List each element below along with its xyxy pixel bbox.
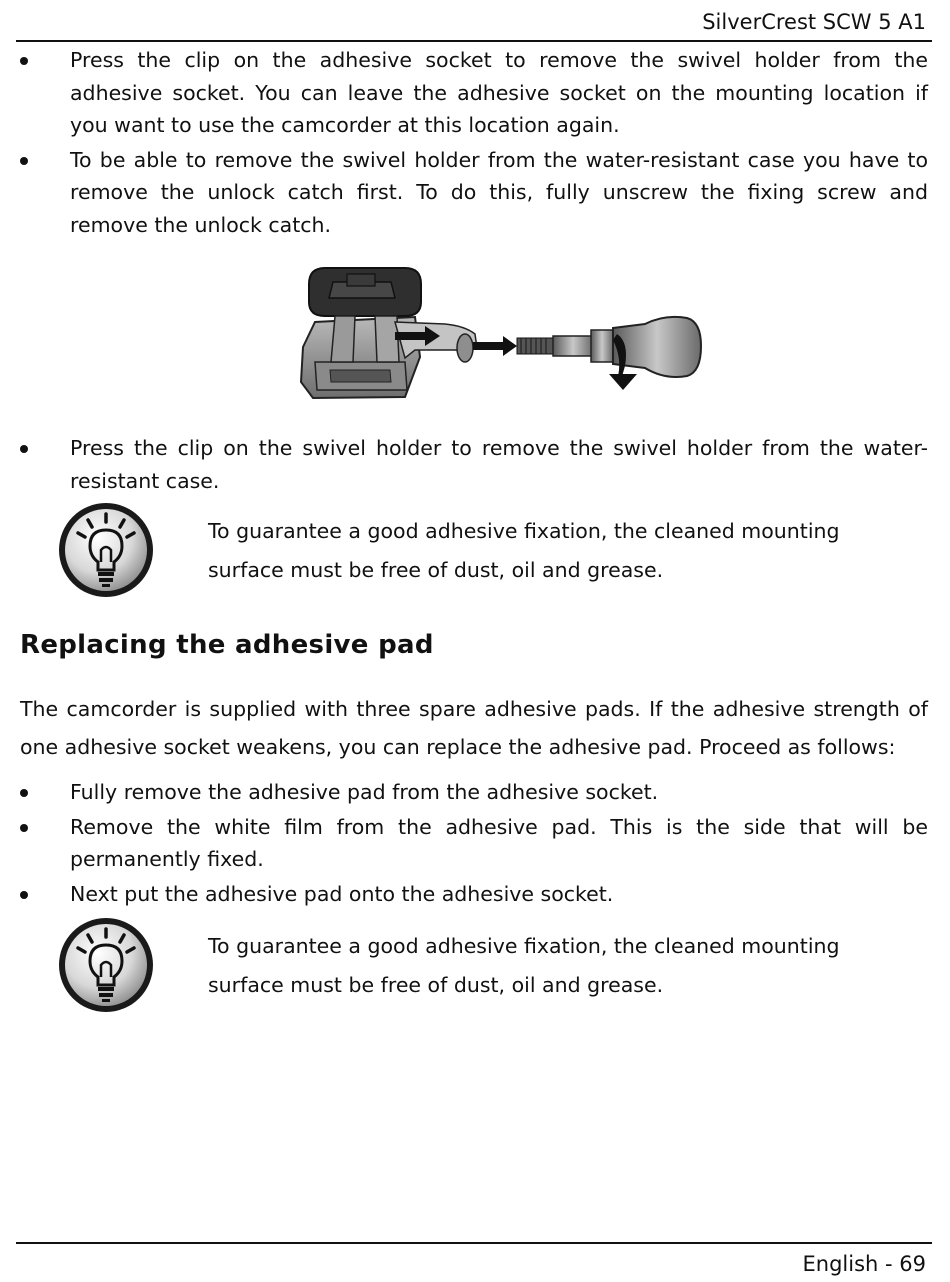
lightbulb-icon <box>56 500 156 600</box>
list-item-text: To be able to remove the swivel holder from the water-resistant case you have to remove the unlock catch first. To do this, fully unscrew the fixing screw and remove the unlock catch. <box>70 147 928 237</box>
list-item <box>20 432 928 497</box>
lightbulb-icon <box>56 915 156 1015</box>
list-item-text: Remove the white film from the adhesive pad. This is the side that will be permanently fixed. <box>70 814 928 871</box>
list-item-text: Press the clip on the adhesive socket to remove the swivel holder from the adhesive socket. You can leave the adhesive socket on the mounting location if you want to use the camcorder at this location again. <box>70 48 928 137</box>
list-item <box>20 144 928 242</box>
tip-note <box>20 500 928 600</box>
swivel-holder-illustration <box>295 262 710 404</box>
list-item-text: Next put the adhesive pad onto the adhesive socket. <box>70 881 614 906</box>
bullet-icon <box>20 445 28 453</box>
bullet-icon <box>20 157 28 165</box>
bullet-list-replace-steps <box>20 776 928 912</box>
bullet-icon <box>20 891 28 899</box>
list-item-text: Fully remove the adhesive pad from the adhesive socket. <box>70 780 659 804</box>
page-footer: English - 69 <box>802 1252 926 1276</box>
section-intro: The camcorder is supplied with three spare adhesive pads. If the adhesive strength of one adhesive socket weakens, you can replace the adhesive pad. Proceed as follows: <box>20 697 928 759</box>
page-header-title: SilverCrest SCW 5 A1 <box>702 10 926 34</box>
bullet-icon <box>20 824 28 832</box>
bullet-icon <box>20 789 28 797</box>
footer-rule <box>16 1242 932 1244</box>
bullet-icon <box>20 57 28 65</box>
bullet-list-case-removal <box>20 432 928 499</box>
list-item <box>20 776 928 809</box>
list-item-text: Press the clip on the swivel holder to remove the swivel holder from the water-resistant case. <box>70 436 928 493</box>
tip-text: To guarantee a good adhesive fixation, the cleaned mounting surface must be free of dust, oil and grease. <box>208 934 840 997</box>
list-item <box>20 878 928 911</box>
header-rule <box>16 40 932 42</box>
tip-text: To guarantee a good adhesive fixation, the cleaned mounting surface must be free of dust, oil and grease. <box>208 519 840 582</box>
bullet-list-removal-steps <box>20 44 928 243</box>
list-item <box>20 44 928 142</box>
tip-note <box>20 915 928 1015</box>
list-item <box>20 811 928 876</box>
section-heading: Replacing the adhesive pad <box>20 630 434 660</box>
